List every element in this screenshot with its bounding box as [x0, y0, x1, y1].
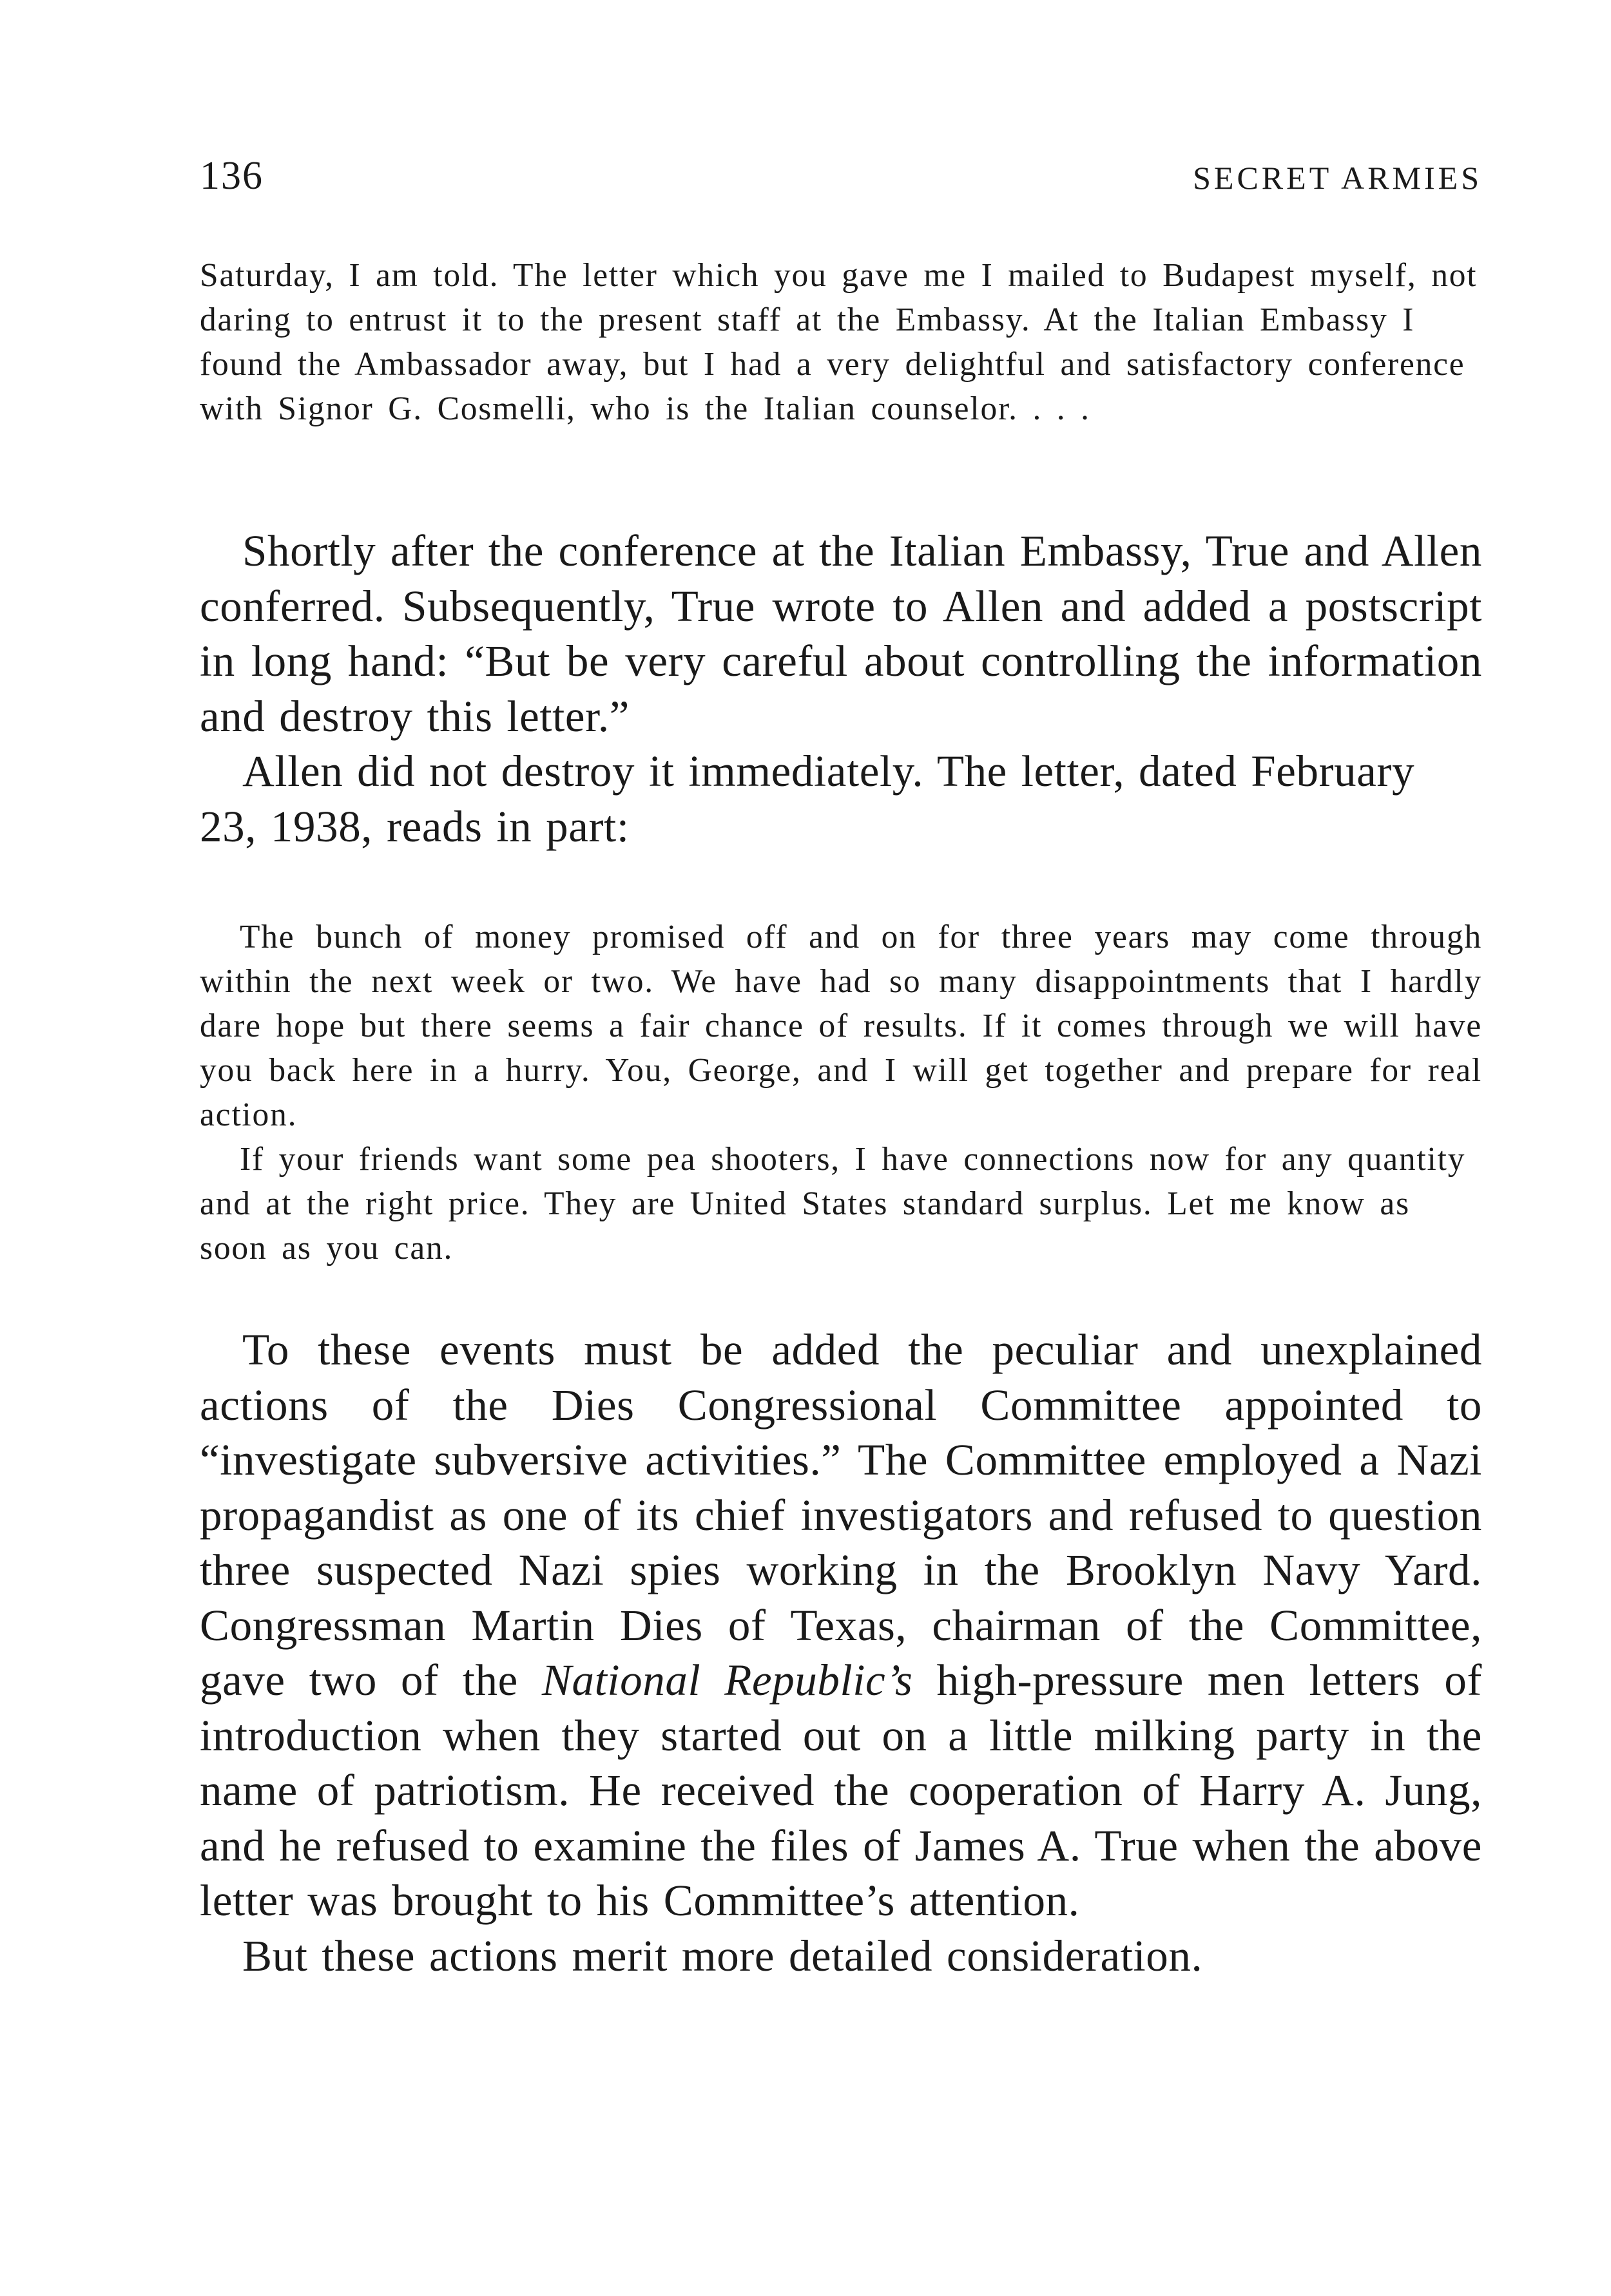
prose-section-2 — [200, 1323, 1482, 1984]
running-head: SECRET ARMIES — [1193, 160, 1482, 196]
page-header — [200, 147, 1482, 205]
block-quote-top — [200, 253, 1482, 431]
prose-paragraph — [200, 1323, 1482, 1929]
block-quote-letter — [200, 915, 1482, 1270]
prose-section-1 — [200, 524, 1482, 854]
prose-paragraph: Shortly after the conference at the Italian Embassy, True and Allen conferred. Subsequently, True wrote to Allen and added a postscript in long hand: “But be very careful about controlling the information and destroy this letter.” — [200, 526, 1482, 741]
italic-publication-title: National Republic’s — [541, 1656, 913, 1705]
prose-paragraph: But these actions merit more detailed consideration. — [242, 1931, 1203, 1980]
quote-paragraph: If your friends want some pea shooters, I have connections now for any quantity and at the right price. They are United States standard surplus. Let me know as soon as you can. — [200, 1141, 1466, 1267]
prose-text: To these events must be added the peculiar and unexplained actions of the Dies Congressional Committee appointed to “investigate subversive activities.” The Committee employed a Nazi propagandist as one of its chief investigators and refused to question three suspected Nazi spies working in the Brooklyn Navy Yard. Congressman Martin Dies of Texas, chairman of the Committee, gave two of the — [200, 1325, 1482, 1705]
quote-paragraph: Saturday, I am told. The letter which you gave me I mailed to Budapest myself, not daring to entrust it to the present staff at the Embassy. At the Italian Embassy I found the Ambassador away, but I had a very delightful and satisfactory conference with Signor G. Cosmelli, who is the Italian counselor. . . . — [200, 257, 1478, 427]
prose-paragraph: Allen did not destroy it immediately. The letter, dated February 23, 1938, reads in part: — [200, 747, 1415, 851]
prose-text: high-pressure men letters of introduction when they started out on a little milking party in the name of patriotism. He received the cooperation of Harry A. Jung, and he refused to examine the files of James A. True when the above letter was brought to his Committee’s attention. — [200, 1656, 1482, 1925]
page-number: 136 — [200, 154, 264, 198]
quote-paragraph: The bunch of money promised off and on for three years may come through within the next week or two. We have had so many disappointments that I hardly dare hope but there seems a fair chance of results. If it comes through we will have you back here in a hurry. You, George, and I will get together and prepare for real action. — [200, 919, 1482, 1133]
